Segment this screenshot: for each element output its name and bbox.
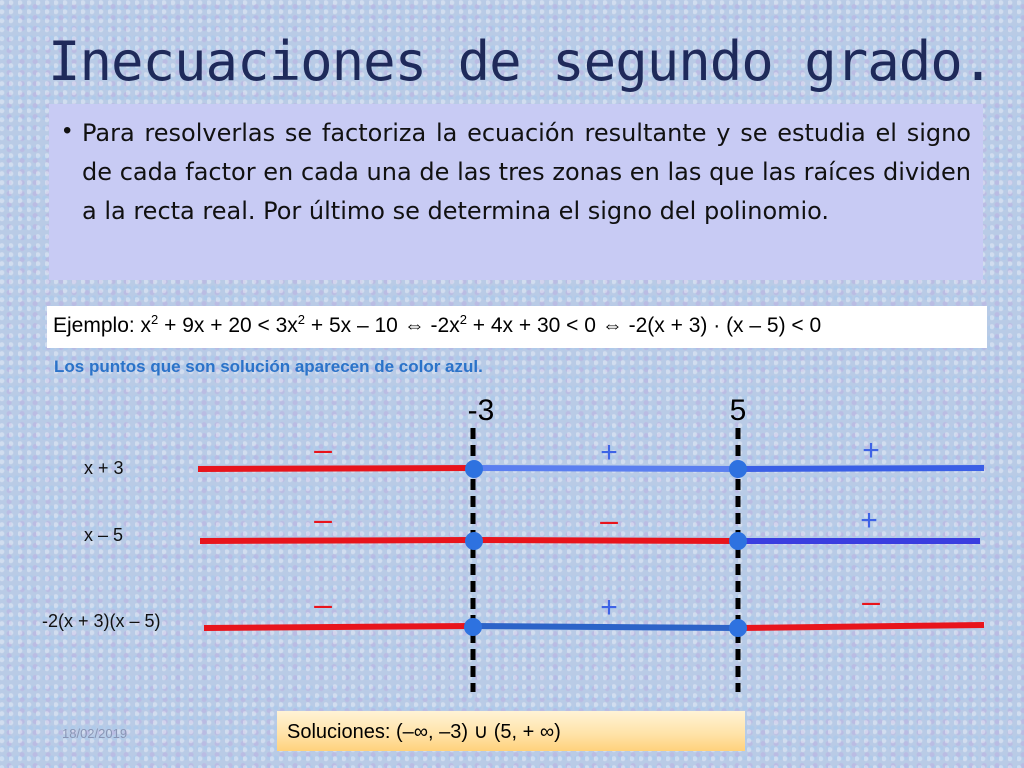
example-text-1: Ejemplo: x	[53, 314, 152, 337]
iff-arrow-icon: ⇔	[403, 314, 425, 337]
sign-row2-middle: –	[600, 502, 618, 538]
point-row1-minus-3	[465, 460, 483, 478]
example-exponent-3: 2	[459, 312, 467, 327]
example-text-5: + 4x + 30 < 0	[466, 314, 602, 337]
point-row3-5	[729, 619, 747, 637]
point-row3-minus-3	[464, 618, 482, 636]
row-label-x-plus-3: x + 3	[84, 458, 124, 478]
slide-date: 18/02/2019	[62, 726, 128, 741]
point-row1-5	[729, 460, 747, 478]
example-text-4: -2x	[424, 314, 460, 337]
sign-row1-middle: +	[600, 436, 618, 469]
row-label-x-minus-5: x – 5	[84, 525, 124, 545]
row-label-product: -2(x + 3)(x – 5)	[42, 611, 161, 631]
bullet-dot: •	[63, 117, 72, 144]
point-row2-5	[729, 532, 747, 550]
example-exponent-2: 2	[297, 312, 306, 327]
sign-row3-middle: +	[600, 591, 618, 624]
sign-row2-left: –	[314, 501, 332, 537]
example-text-6: -2(x + 3) · (x – 5) < 0	[622, 314, 822, 337]
example-text-3: + 5x – 10	[305, 314, 404, 337]
slide-title: Inecuaciones de segundo grado.	[48, 30, 994, 93]
root-label-5: 5	[729, 394, 747, 427]
example-text-2: + 9x + 20 < 3x	[158, 314, 298, 337]
row2-segment-left	[200, 540, 474, 541]
sign-row2-right: +	[860, 504, 878, 537]
row1-segment-left	[198, 468, 474, 469]
bullet-text: Para resolverlas se factoriza la ecuación resultante y se estudia el signo de cada factor en cada una de las tres zonas en las que las raíces dividen a la recta real. Por último se determina el signo del polinomio.	[82, 119, 971, 225]
row3-segment-left	[204, 626, 473, 628]
row3-segment-middle	[473, 626, 738, 628]
solution-box: Soluciones: (–∞, –3) ∪ (5, + ∞)	[277, 711, 745, 751]
row1-segment-right	[738, 468, 984, 469]
root-label-minus-3: -3	[467, 394, 495, 427]
sign-row3-left: –	[314, 586, 332, 622]
row3-segment-right	[738, 625, 984, 628]
sign-row1-right: +	[862, 434, 880, 467]
row2-segment-middle	[474, 540, 738, 541]
iff-arrow-icon: ⇔	[601, 314, 623, 337]
sign-row3-right: –	[862, 583, 880, 619]
example-exponent-1: 2	[151, 312, 159, 327]
solution-note: Los puntos que son solución aparecen de color azul.	[54, 357, 483, 376]
sign-row1-left: –	[314, 431, 332, 467]
point-row2-minus-3	[465, 532, 483, 550]
